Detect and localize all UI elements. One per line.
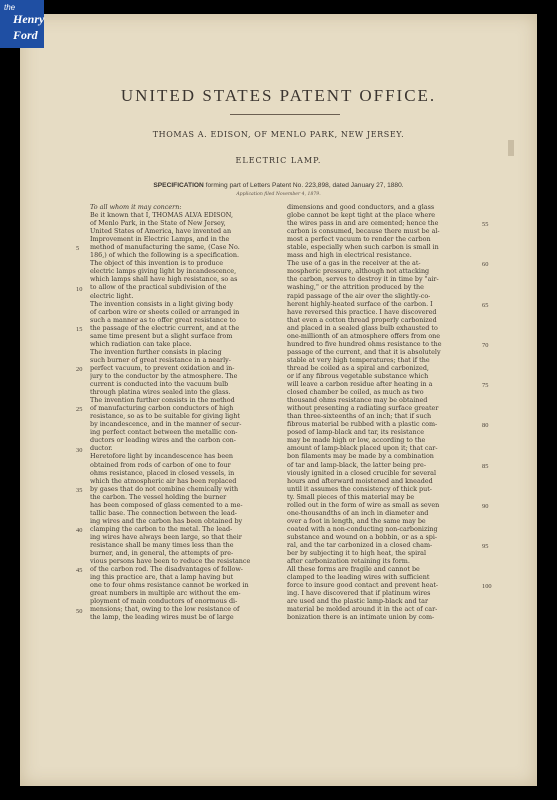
- text-line: obtained from rods of carbon of one to four: [90, 460, 231, 469]
- text-line: substance and wound on a bobbin, or as a spi-: [287, 532, 438, 541]
- text-line: ployment of main conductors of enormous di-: [90, 597, 238, 606]
- text-line: which radiation can take place.: [90, 339, 192, 348]
- henry-ford-logo: [0, 0, 44, 48]
- text-line: amount of lamp-black placed upon it; that car-: [287, 444, 438, 453]
- text-line: mass and high in electrical resistance.: [287, 251, 412, 260]
- text-line: ing perfect contact between the metallic con-: [90, 428, 238, 437]
- text-line: mospheric pressure, although not attacking: [287, 267, 430, 276]
- text-line: posed of lamp-black and tar, its resistance: [287, 428, 425, 437]
- text-line: ing wires and the carbon has been obtained by: [90, 516, 243, 525]
- text-line: viously ignited in a closed crucible for several: [287, 468, 437, 477]
- text-line: material be molded around it in the act of car-: [287, 605, 438, 614]
- text-line: clamped to the leading wires with sufficient: [287, 573, 430, 582]
- line-number: 95: [482, 543, 489, 551]
- text-line: Improvement in Electric Lamps, and in the: [90, 235, 230, 244]
- line-number: 10: [76, 285, 83, 293]
- text-line: without presenting a radiating surface greater: [287, 404, 439, 413]
- text-line: closed chamber be coiled, as much as two: [287, 388, 424, 397]
- text-line: the lamp, the leading wires must be of large: [90, 613, 234, 622]
- text-line: may be made high or low, according to the: [287, 436, 426, 445]
- line-number: 20: [76, 366, 83, 374]
- text-line: bonization there is an intimate union by com-: [287, 613, 435, 622]
- text-line: United States of America, have invented an: [90, 227, 232, 236]
- text-line: rolled out in the form of wire as small as seven: [287, 500, 440, 509]
- text-line: are used and the plastic lamp-black and tar: [287, 597, 429, 606]
- text-line: vious persons have been to reduce the resistance: [90, 557, 251, 566]
- text-line: than three-sixteenths of an inch; that if such: [287, 412, 432, 421]
- text-line: such a manner as to offer great resistance to: [90, 315, 236, 324]
- text-line: the carbon, serves to destroy it in time by "air-: [287, 275, 439, 284]
- text-line: hundred to five hundred ohms resistance to the: [287, 339, 442, 348]
- text-line: to allow of the practical subdivision of the: [90, 283, 227, 292]
- text-line: through platina wires sealed into the glass.: [90, 388, 231, 397]
- line-number: 60: [482, 261, 489, 269]
- text-line: of Menlo Park, in the State of New Jersey,: [90, 219, 226, 228]
- inventor-line: THOMAS A. EDISON, OF MENLO PARK, NEW JERSEY.: [152, 130, 405, 139]
- text-line: electric lamps giving light by incandescence,: [90, 267, 237, 276]
- text-line: The invention further consists in the method: [90, 396, 235, 405]
- text-line: until it assumes the consistency of thick put-: [287, 484, 432, 493]
- text-line: thousand ohms resistance may be obtained: [287, 396, 428, 405]
- line-number: 65: [482, 301, 489, 309]
- line-number: 90: [482, 502, 489, 510]
- text-line: clamping the carbon to the metal. The lead-: [90, 524, 233, 533]
- invention-title: ELECTRIC LAMP.: [235, 156, 322, 165]
- text-line: one to four ohms resistance cannot be worked in: [90, 581, 249, 590]
- title-divider: [230, 114, 340, 115]
- text-line: one-millionth of an atmosphere offers from one: [287, 331, 441, 340]
- line-number: 100: [482, 583, 492, 591]
- text-line: ral, and the tar carbonized in a closed cham-: [287, 540, 433, 549]
- text-line: ing this practice are, that a lamp having but: [90, 573, 234, 582]
- text-line: bon filaments may be made by a combination: [287, 452, 434, 461]
- text-line: ing wires have always been large, so that their: [90, 532, 242, 541]
- text-line: that even a cotton thread properly carbonized: [287, 315, 437, 324]
- text-line: The invention further consists in placing: [90, 347, 222, 356]
- logo-henry: Henry: [13, 12, 45, 26]
- text-line: carbon is consumed, because there must be al-: [287, 227, 440, 236]
- text-line: ductor.: [90, 444, 113, 453]
- text-line: stable, especially when such carbon is small in: [287, 243, 439, 252]
- text-line: the carbon. The vessel holding the burner: [90, 492, 227, 501]
- line-number: 50: [76, 607, 83, 615]
- text-line: great numbers in multiple arc without the em-: [90, 589, 241, 598]
- paper-edge-mark: [508, 140, 514, 156]
- text-line: by incandescence, and in the manner of secur-: [90, 420, 242, 429]
- text-line: hours and afterward moistened and kneaded: [287, 476, 433, 485]
- line-number: 35: [76, 486, 83, 494]
- text-line: rapid passage of the air over the slightly-co-: [287, 291, 431, 300]
- line-number: 75: [482, 382, 489, 390]
- text-line: by gases that do not combine chemically with: [90, 484, 239, 493]
- text-line: resistance, so as to be suitable for giving light: [90, 412, 240, 421]
- text-line: The object of this invention is to produce: [90, 259, 223, 268]
- text-line: jury to the conductor by the atmosphere. The: [90, 371, 238, 380]
- text-line: of carbon wire or sheets coiled or arranged in: [90, 307, 240, 316]
- text-line: The invention consists in a light giving body: [90, 299, 234, 308]
- line-number: 15: [76, 325, 83, 333]
- text-line: ber by subjecting it to high heat, the spiral: [287, 549, 427, 558]
- text-line: the wires pass in and are cemented; hence the: [287, 219, 439, 228]
- text-line: will leave a carbon residue after heating in a: [287, 380, 433, 389]
- text-line: force to insure good contact and prevent heat-: [287, 581, 439, 590]
- line-number: 80: [482, 422, 489, 430]
- specification-label: SPECIFICATION: [153, 182, 204, 189]
- text-line: the passage of the electric current, and at the: [90, 323, 240, 332]
- text-line: mensions; that, owing to the low resistance of: [90, 605, 240, 614]
- text-line: of the carbon rod. The disadvantages of follow-: [90, 565, 243, 574]
- text-line: dimensions and good conductors, and a glass: [287, 203, 435, 211]
- application-line: Application filed November 4, 1879.: [236, 192, 321, 197]
- line-number: 45: [76, 567, 83, 575]
- text-line: globe cannot be kept tight at the place where: [287, 211, 436, 220]
- text-line: Be it known that I, THOMAS ALVA EDISON,: [90, 211, 234, 220]
- specification-text: forming part of Letters Patent No. 223,898, dated January 27, 1880.: [205, 182, 404, 189]
- text-line: perfect vacuum, to prevent oxidation and in-: [90, 363, 235, 372]
- text-line: after carbonization retaining its form.: [287, 557, 410, 566]
- line-number: 55: [482, 221, 489, 229]
- text-line: herent highly-heated surface of the carbon. I: [287, 299, 433, 308]
- text-line: 186,) of which the following is a specification.: [90, 251, 239, 260]
- text-line: passage of the current, and that it is absolutely: [287, 347, 441, 356]
- text-line: ing. I have discovered that if platinum wires: [287, 589, 431, 598]
- text-line: which the atmospheric air has been replaced: [90, 476, 237, 485]
- text-line: Heretofore light by incandescence has been: [90, 452, 234, 461]
- text-line: fibrous material be rubbed with a plastic com-: [287, 420, 438, 429]
- text-line: All these forms are fragile and cannot be: [287, 565, 420, 574]
- text-line: ductors or leading wires and the carbon con-: [90, 436, 236, 445]
- text-line: ty. Small pieces of this material may be: [287, 492, 415, 501]
- text-line: such burner of great resistance in a nearly-: [90, 355, 231, 364]
- text-line: which lamps shall have high resistance, so as: [90, 275, 238, 284]
- text-line: of manufacturing carbon conductors of high: [90, 404, 234, 413]
- text-line: and placed in a sealed glass bulb exhausted to: [287, 323, 438, 332]
- text-line: of tar and lamp-black, the latter being pre-: [287, 460, 426, 469]
- text-line: To all whom it may concern:: [90, 203, 182, 211]
- line-number: 5: [76, 245, 80, 253]
- office-title: UNITED STATES PATENT OFFICE.: [120, 86, 437, 105]
- text-line: burner, and, in general, the attempts of pre-: [90, 549, 234, 558]
- text-line: or if any fibrous vegetable substance which: [287, 371, 429, 380]
- logo-the: the: [4, 3, 16, 12]
- text-line: same time present but a slight surface from: [90, 331, 233, 340]
- line-number: 85: [482, 462, 489, 470]
- text-line: The use of a gas in the receiver at the at-: [287, 259, 421, 268]
- text-line: most a perfect vacuum to render the carbon: [287, 235, 431, 244]
- text-line: resistance shall be many times less than the: [90, 540, 234, 549]
- line-number: 40: [76, 527, 83, 535]
- text-line: over a foot in length, and the same may be: [287, 516, 426, 525]
- text-line: washing," or the attrition produced by the: [287, 283, 424, 292]
- text-line: one-thousandths of an inch in diameter and: [287, 508, 429, 517]
- text-line: tallic base. The connection between the lead-: [90, 508, 237, 517]
- text-line: electric light.: [90, 291, 134, 300]
- line-number: 70: [482, 341, 489, 349]
- right-text-column: [287, 203, 477, 621]
- text-line: method of manufacturing the same, (Case No.: [90, 243, 240, 252]
- text-line: thread be coiled as a spiral and carbonized,: [287, 363, 429, 372]
- text-line: coated with a non-conducting non-carbonizing: [287, 524, 438, 533]
- text-line: has been composed of glass cemented to a me-: [90, 500, 243, 509]
- text-line: stable at very high temperatures; that if the: [287, 355, 430, 364]
- line-number: 25: [76, 406, 83, 414]
- line-number: 30: [76, 446, 83, 454]
- text-line: ohms resistance, placed in closed vessels, in: [90, 468, 235, 477]
- left-text-column: [90, 203, 280, 621]
- text-line: current is conducted into the vacuum bulb: [90, 380, 229, 389]
- logo-ford: Ford: [13, 28, 38, 42]
- specification-line: [0, 182, 557, 189]
- text-line: have reversed this practice. I have discovered: [287, 307, 437, 316]
